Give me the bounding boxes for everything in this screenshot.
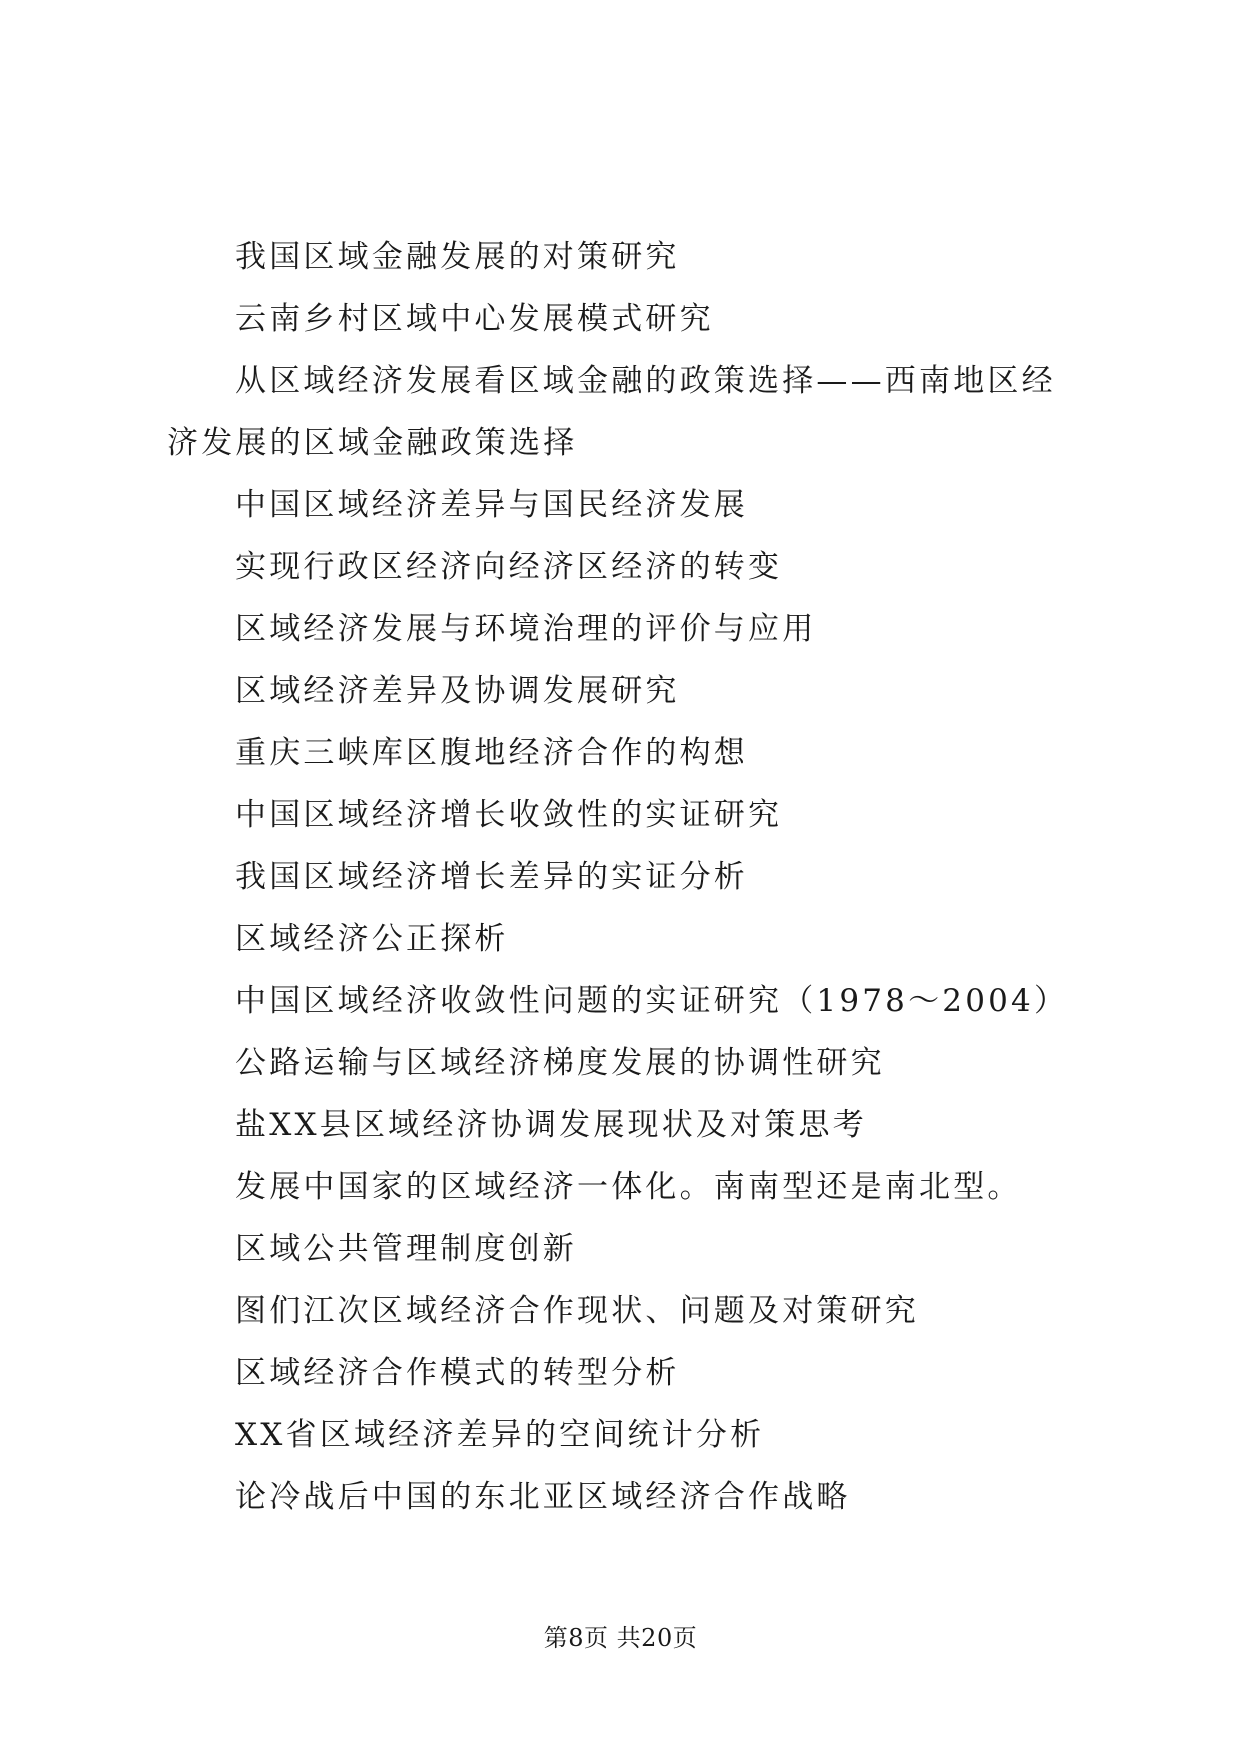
reference-item: 云南乡村区域中心发展模式研究 <box>235 301 714 337</box>
reference-item: 盐XX县区域经济协调发展现状及对策思考 <box>235 1107 867 1143</box>
reference-list <box>167 226 1087 1528</box>
reference-item: 中国区域经济增长收敛性的实证研究 <box>235 797 783 833</box>
reference-item: 区域经济差异及协调发展研究 <box>235 673 680 709</box>
reference-item: 区域经济公正探析 <box>235 921 509 957</box>
reference-item: 图们江次区域经济合作现状、问题及对策研究 <box>235 1293 919 1329</box>
reference-item: 区域公共管理制度创新 <box>235 1231 577 1267</box>
reference-item: 中国区域经济差异与国民经济发展 <box>235 487 748 523</box>
reference-item: XX省区域经济差异的空间统计分析 <box>235 1417 765 1453</box>
page-number-footer: 第8页 共20页 <box>543 1624 698 1652</box>
reference-item: 重庆三峡库区腹地经济合作的构想 <box>235 735 748 771</box>
reference-item: 从区域经济发展看区域金融的政策选择——西南地区经济发展的区域金融政策选择 <box>167 363 1056 461</box>
reference-item: 我国区域经济增长差异的实证分析 <box>235 859 748 895</box>
reference-item: 论冷战后中国的东北亚区域经济合作战略 <box>235 1479 851 1515</box>
reference-item: 中国区域经济收敛性问题的实证研究（1978～2004） <box>235 983 1069 1019</box>
reference-item: 发展中国家的区域经济一体化。南南型还是南北型。 <box>235 1169 1022 1205</box>
reference-item: 公路运输与区域经济梯度发展的协调性研究 <box>235 1045 885 1081</box>
reference-item: 我国区域金融发展的对策研究 <box>235 239 680 275</box>
reference-item: 区域经济合作模式的转型分析 <box>235 1355 680 1391</box>
reference-item: 实现行政区经济向经济区经济的转变 <box>235 549 783 585</box>
reference-item: 区域经济发展与环境治理的评价与应用 <box>235 611 817 647</box>
